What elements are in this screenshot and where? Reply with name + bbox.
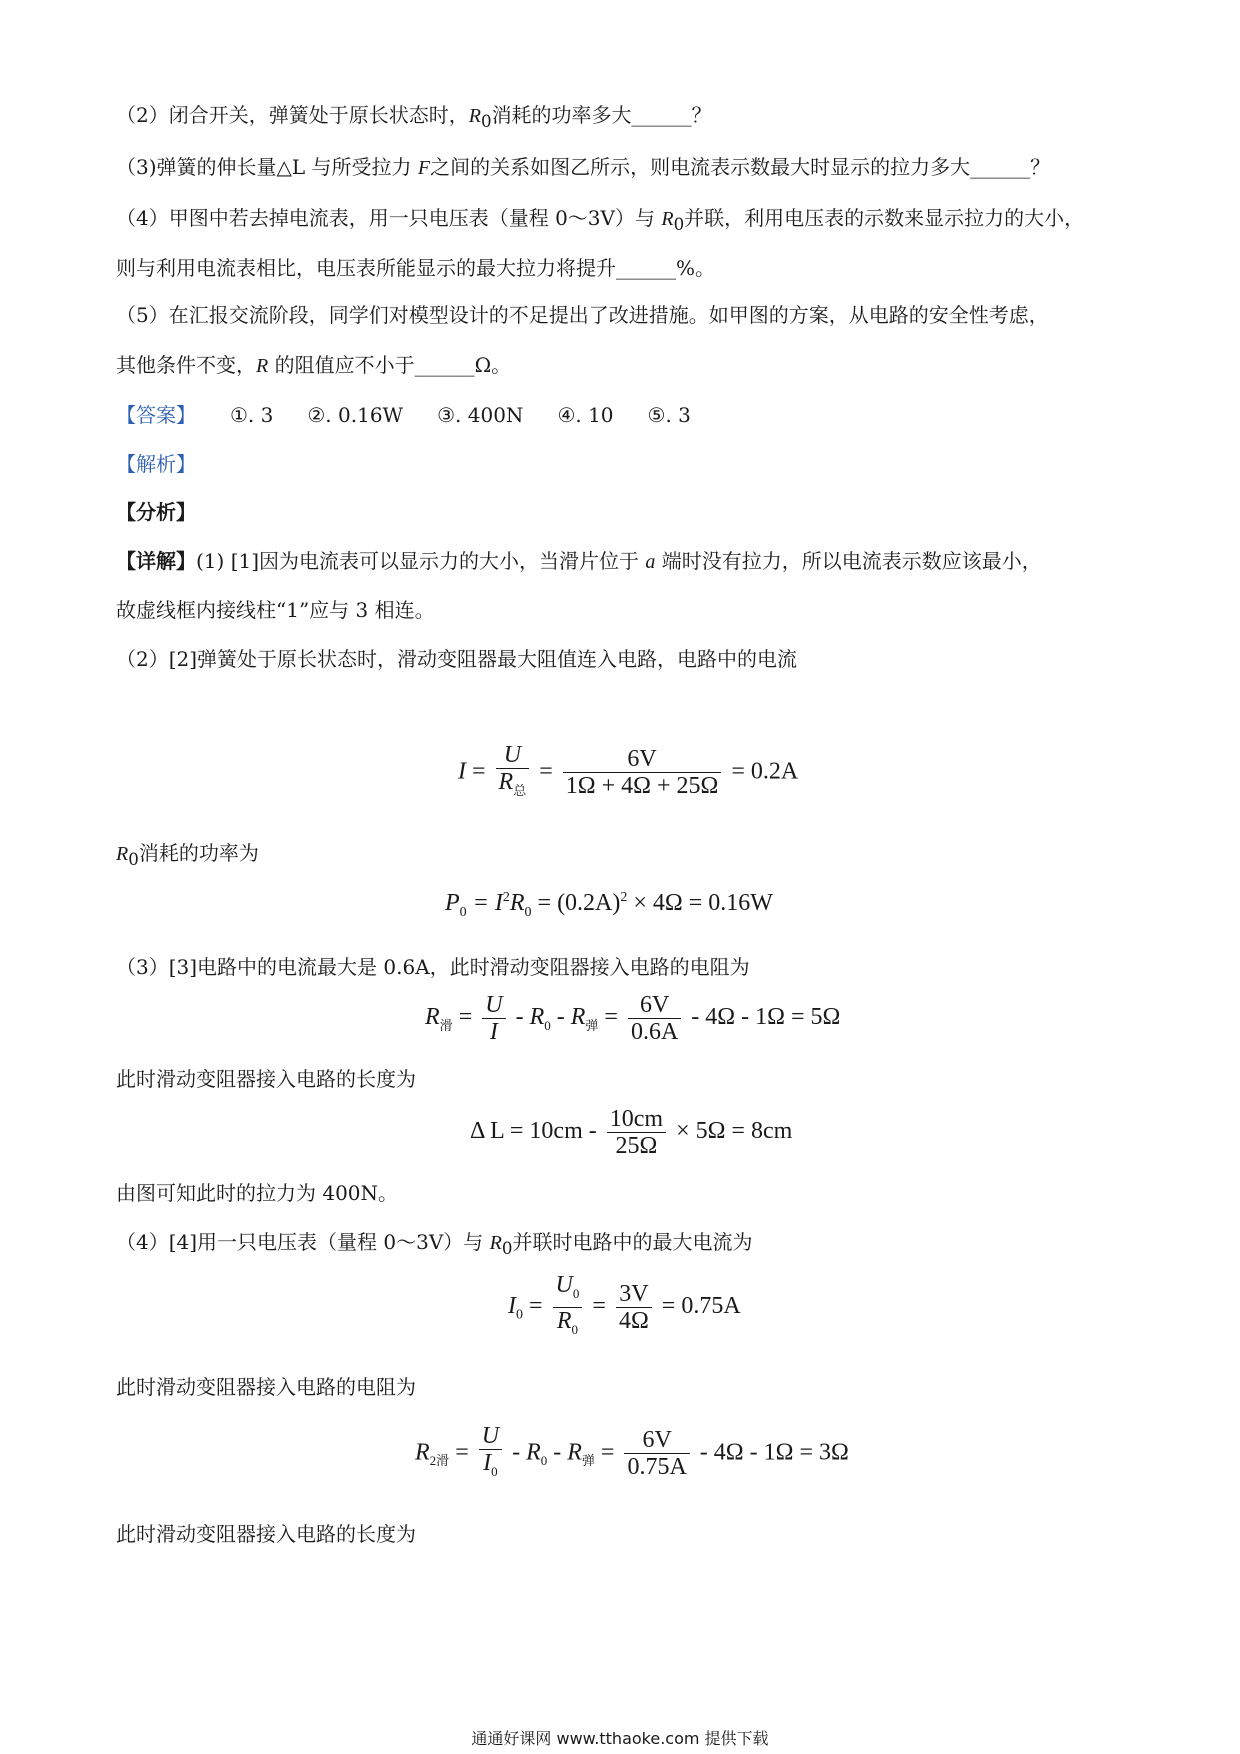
fraction-denominator: I bbox=[489, 1019, 498, 1045]
var-sub: 0 bbox=[501, 1239, 513, 1258]
fraction-numerator: U bbox=[479, 1423, 502, 1450]
equation-slider-resistance-2: $R_{2滑}$ = $\frac{U}{I_0}$ - $R_0 - R_弹$ = $\frac{6V}{0.75A}$ - 4Ω - 1Ω = 3Ω bbox=[415, 1423, 849, 1485]
eq-lhs: Δ L = 10cm - bbox=[470, 1118, 597, 1145]
detail-line3: （2）[2]弹簧处于原长状态时，滑动变阻器最大阻值连入电路，电路中的电流 bbox=[116, 647, 798, 671]
question-5-prefix: 其他条件不变， bbox=[116, 353, 256, 377]
detail-line2: 故虚线框内接线柱“1”应与 3 相连。 bbox=[116, 598, 435, 622]
question-5-line2 bbox=[116, 350, 511, 381]
detail-r2-line: 此时滑动变阻器接入电路的电阻为 bbox=[116, 1375, 416, 1399]
eq-sub: 0 bbox=[544, 1017, 551, 1033]
eq-mid: = I bbox=[472, 890, 503, 916]
question-3 bbox=[116, 152, 1050, 183]
answer-item: ⑤. 3 bbox=[647, 403, 691, 427]
equation-slider-resistance: $R_滑$ = $\frac{U}{I}$ - $R_0 - R_弹$ = $\frac{6V}{0.6A}$ - 4Ω - 1Ω = 5Ω bbox=[425, 992, 841, 1045]
question-5-line1: （5）在汇报交流阶段，同学们对模型设计的不足提出了改进措施。如甲图的方案，从电路的安全性考虑， bbox=[116, 303, 1049, 327]
detail-q4-line bbox=[116, 1227, 753, 1264]
eq-sub: 0 bbox=[459, 904, 467, 920]
detail-line1 bbox=[116, 546, 1042, 577]
eq-lhs: R bbox=[425, 1004, 440, 1031]
footer: 通通好课网 www.tthaoke.com 提供下载 bbox=[471, 1729, 769, 1748]
fraction bbox=[553, 1272, 583, 1343]
eq-sub: 滑 bbox=[439, 1017, 453, 1033]
fraction-denominator: 0.6A bbox=[630, 1019, 679, 1045]
eq-sign: = bbox=[539, 758, 553, 785]
fraction-numerator: 6V bbox=[628, 992, 681, 1019]
eq-sub: 0 bbox=[516, 1307, 523, 1323]
fraction-denominator bbox=[496, 769, 530, 804]
fraction-numerator: U bbox=[482, 992, 505, 1019]
fraction bbox=[624, 1427, 689, 1480]
eq-sub: 弹 bbox=[585, 1017, 599, 1033]
detail-line1-suffix: 端时没有拉力，所以电流表示数应该最小， bbox=[655, 549, 1042, 573]
question-2-suffix: 消耗的功率多大______？ bbox=[491, 103, 712, 127]
var-f: F bbox=[417, 157, 431, 179]
var-a: a bbox=[645, 551, 656, 573]
eq-lhs: I bbox=[458, 758, 466, 785]
detail-len-line: 此时滑动变阻器接入电路的长度为 bbox=[116, 1067, 416, 1091]
fraction bbox=[616, 1281, 652, 1334]
eq-lhs: R bbox=[415, 1439, 430, 1466]
eq-minus: - R bbox=[556, 1004, 586, 1031]
eq-r: R bbox=[509, 890, 525, 916]
eq-sub: 0 bbox=[524, 904, 532, 920]
var-r: R bbox=[116, 843, 129, 865]
fraction bbox=[479, 1423, 502, 1485]
question-3-suffix: 之间的关系如图乙所示，则电流表示数最大时显示的拉力多大______？ bbox=[430, 155, 1051, 179]
var-r: R bbox=[468, 105, 481, 127]
eq-lhs: I bbox=[508, 1292, 516, 1319]
question-3-prefix: （3)弹簧的伸长量△L 与所受拉力 bbox=[116, 155, 418, 179]
fenxi-label: 【分析】 bbox=[116, 500, 196, 524]
var-sub: 0 bbox=[673, 215, 685, 234]
den-sub: 总 bbox=[513, 782, 527, 798]
answer-item: ①. 3 bbox=[230, 403, 274, 427]
eq-tail: × 5Ω = 8cm bbox=[676, 1118, 793, 1145]
r0-label-suffix: 消耗的功率为 bbox=[138, 841, 259, 865]
num-sub: 0 bbox=[572, 1285, 580, 1301]
eq-sub: 弹 bbox=[581, 1453, 595, 1469]
var-sub: 0 bbox=[480, 112, 492, 131]
fraction bbox=[563, 746, 722, 799]
detail-line1-prefix: (1) [1]因为电流表可以显示力的大小，当滑片位于 bbox=[196, 549, 646, 573]
eq-minus: - R bbox=[512, 1439, 541, 1466]
fraction-denominator: 0.75A bbox=[627, 1454, 687, 1481]
var-r: R bbox=[489, 1232, 502, 1254]
question-4-line2: 则与利用电流表相比，电压表所能显示的最大拉力将提升______%。 bbox=[116, 256, 716, 280]
detail-q3-line: （3）[3]电路中的电流最大是 0.6A，此时滑动变阻器接入电路的电阻为 bbox=[116, 955, 750, 979]
var-r: R bbox=[256, 355, 269, 377]
eq-result: = 0.2A bbox=[731, 758, 799, 785]
eq-sub: 0 bbox=[540, 1453, 548, 1469]
r0-power-label bbox=[116, 838, 259, 875]
fraction-denominator: 1Ω + 4Ω + 25Ω bbox=[565, 773, 719, 800]
detail-force-line: 由图可知此时的拉力为 400N。 bbox=[116, 1181, 399, 1205]
fraction bbox=[607, 1106, 666, 1159]
eq-sup: 2 bbox=[502, 890, 510, 905]
fraction-denominator bbox=[553, 1308, 583, 1343]
question-2 bbox=[116, 100, 712, 137]
answer-item: ②. 0.16W bbox=[307, 403, 404, 427]
eq-sup: 2 bbox=[620, 890, 628, 905]
detail-q4-prefix: （4）[4]用一只电压表（量程 0～3V）与 bbox=[116, 1230, 490, 1254]
question-5-suffix: 的阻值应不小于______Ω。 bbox=[268, 353, 512, 377]
eq-minus: - R bbox=[553, 1439, 582, 1466]
den-sub: 0 bbox=[491, 1463, 498, 1479]
den-var: R bbox=[498, 769, 514, 795]
fraction bbox=[482, 992, 505, 1045]
fraction-numerator bbox=[553, 1272, 583, 1308]
detail-len2-line: 此时滑动变阻器接入电路的长度为 bbox=[116, 1522, 416, 1546]
detail-label: 【详解】 bbox=[116, 549, 196, 573]
equation-current bbox=[458, 742, 798, 804]
den-sub: 0 bbox=[571, 1321, 579, 1337]
var-r: R bbox=[661, 208, 674, 230]
eq-sign: = bbox=[472, 758, 486, 785]
equation-max-current: $I_0$ = $\frac{U_0}{R_0}$ = $\frac{3V}{4\Omega}$ = 0.75A bbox=[508, 1272, 741, 1343]
equation-power bbox=[445, 890, 773, 921]
question-4-suffix: 并联，利用电压表的示数来显示拉力的大小， bbox=[684, 206, 1085, 230]
eq-sub: 2滑 bbox=[429, 1453, 450, 1469]
var-sub: 0 bbox=[128, 850, 139, 869]
eq-tail: - 4Ω - 1Ω = 3Ω bbox=[699, 1439, 849, 1466]
fraction-numerator: 6V bbox=[563, 746, 722, 773]
fraction-denominator bbox=[479, 1450, 502, 1485]
fraction bbox=[496, 742, 530, 804]
question-2-prefix: （2）闭合开关，弹簧处于原长状态时， bbox=[116, 103, 469, 127]
eq-tail: = 0.75A bbox=[661, 1292, 741, 1319]
eq-rest: = (0.2A) bbox=[537, 890, 621, 916]
fraction-numerator: 6V bbox=[624, 1427, 689, 1454]
eq-tail: - 4Ω - 1Ω = 5Ω bbox=[691, 1004, 841, 1031]
num-var: U bbox=[555, 1272, 573, 1298]
fraction-numerator: U bbox=[496, 742, 530, 769]
answer-label: 【答案】 bbox=[116, 403, 196, 427]
eq-tail: × 4Ω = 0.16W bbox=[633, 890, 773, 916]
eq-minus: - R bbox=[515, 1004, 545, 1031]
detail-q4-suffix: 并联时电路中的最大电流为 bbox=[512, 1230, 753, 1254]
answer-item: ④. 10 bbox=[557, 403, 614, 427]
question-4-line1 bbox=[116, 203, 1084, 240]
eq-lhs: P bbox=[445, 890, 460, 916]
fraction-numerator: 10cm bbox=[607, 1106, 666, 1133]
fraction-numerator: 3V bbox=[616, 1281, 652, 1308]
fraction-denominator: 4Ω bbox=[618, 1307, 649, 1334]
den-var: R bbox=[556, 1307, 572, 1334]
den-var: I bbox=[483, 1450, 492, 1476]
answer-row bbox=[116, 400, 691, 430]
question-4-prefix: （4）甲图中若去掉电流表，用一只电压表（量程 0～3V）与 bbox=[116, 206, 662, 230]
fraction-denominator: 25Ω bbox=[615, 1133, 658, 1159]
answer-item: ③. 400N bbox=[437, 403, 524, 427]
analysis-label: 【解析】 bbox=[116, 452, 196, 476]
fraction bbox=[628, 992, 681, 1045]
equation-length bbox=[470, 1106, 792, 1159]
